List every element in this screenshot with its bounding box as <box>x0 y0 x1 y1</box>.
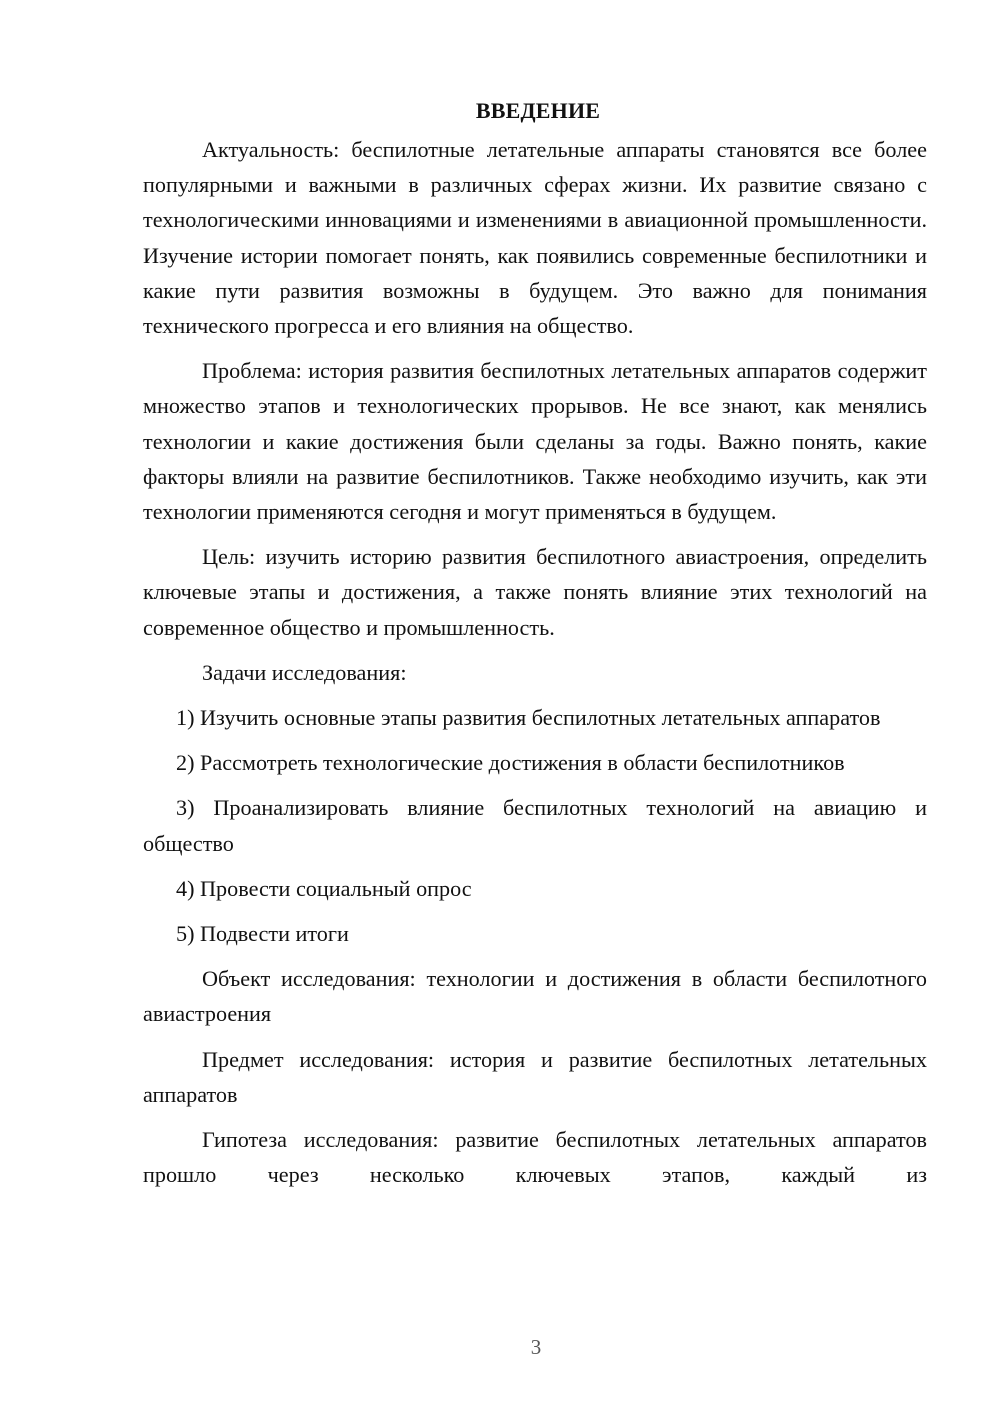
task-item-1: 1) Изучить основные этапы развития беспилотных летательных аппаратов <box>176 705 881 731</box>
page-number: 3 <box>530 1335 542 1359</box>
task-item-2: 2) Рассмотреть технологические достижения в области беспилотников <box>176 750 845 776</box>
tasks-heading: Задачи исследования: <box>202 659 407 685</box>
object-paragraph: Объект исследования: технологии и достижения в области беспилотного авиастроения <box>143 966 927 1027</box>
relevance-paragraph: Актуальность: беспилотные летательные аппараты становятся все более популярными и важными в различных сферах жизни. Их развитие связано с технологическими инновациями и изменениями в авиационной промышленности. Изучение истории помогает понять, как появились современные беспилотники и какие пути развития возможны в будущем. Это важно для понимания технического прогресса и его влияния на общество. <box>143 137 927 339</box>
goal-paragraph: Цель: изучить историю развития беспилотного авиастроения, определить ключевые этапы и достижения, а также понять влияние этих технологий на современное общество и промышленность. <box>143 544 927 640</box>
section-title: ВВЕДЕНИЕ <box>475 98 601 123</box>
hypothesis-paragraph: Гипотеза исследования: развитие беспилотных летательных аппаратов прошло через несколько ключевых этапов, каждый из <box>143 1127 927 1188</box>
subject-paragraph: Предмет исследования: история и развитие беспилотных летательных аппаратов <box>143 1046 927 1107</box>
task-item-3: 3) Проанализировать влияние беспилотных технологий на авиацию и общество <box>143 795 927 856</box>
task-item-5: 5) Подвести итоги <box>176 921 349 947</box>
problem-paragraph: Проблема: история развития беспилотных летательных аппаратов содержит множество этапов и технологических прорывов. Не все знают, как менялись технологии и какие достижения были сделаны за годы. Важно понять, какие факторы влияли на развитие беспилотников. Также необходимо изучить, как эти технологии применяются сегодня и могут применяться в будущем. <box>143 358 927 525</box>
task-item-4: 4) Провести социальный опрос <box>176 875 472 901</box>
page-content <box>143 94 927 1202</box>
